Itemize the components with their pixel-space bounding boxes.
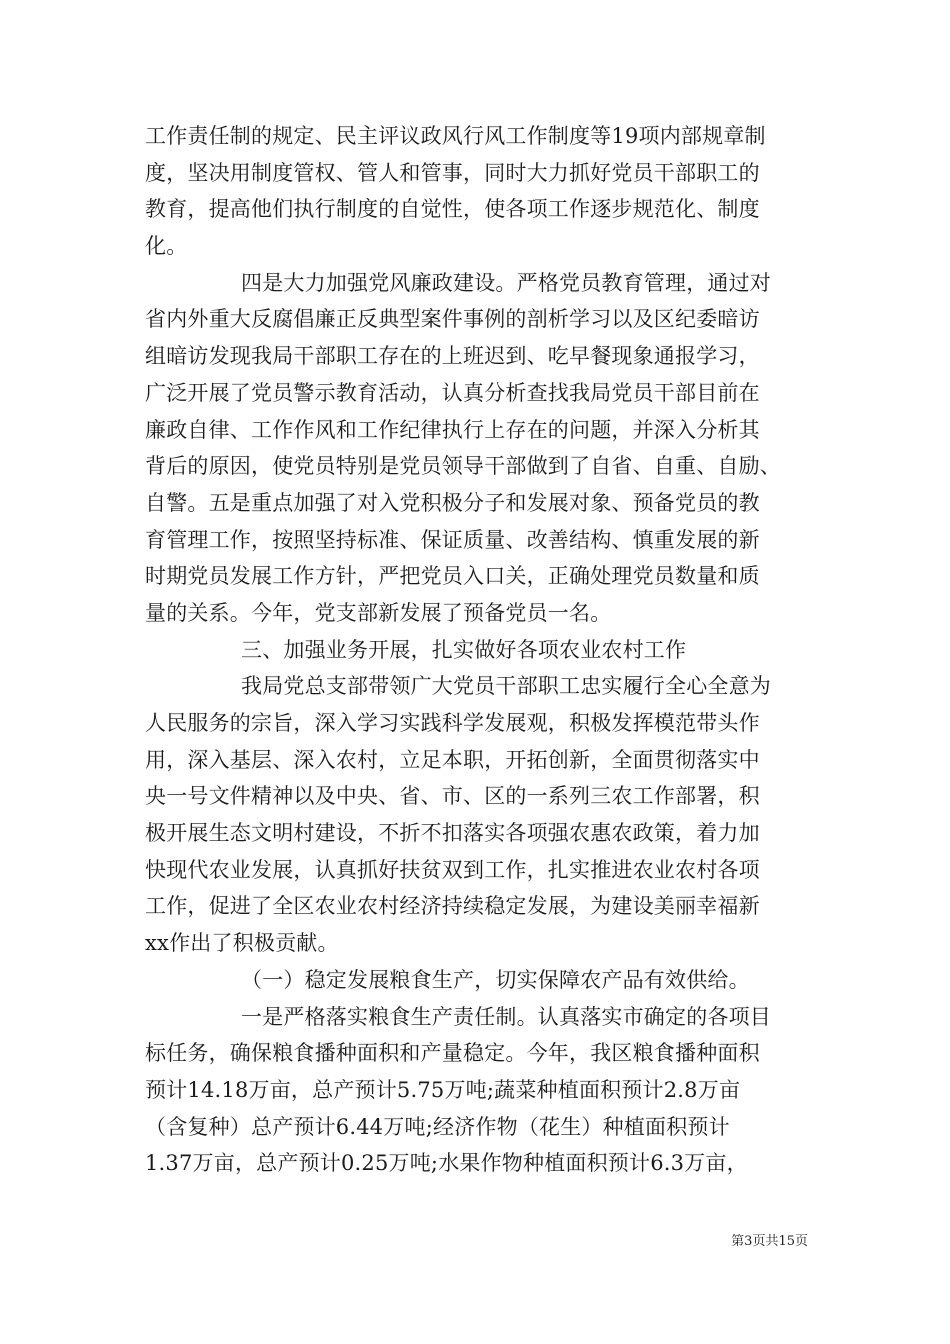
body-text-line: 广泛开展了党员警示教育活动，认真分析查找我局党员干部目前在 <box>145 380 760 405</box>
body-text-line: 组暗访发现我局干部职工存在的上班迟到、吃早餐现象通报学习， <box>145 344 760 369</box>
body-text-line: （含复种）总产预计6.44万吨;经济作物（花生）种植面积预计 <box>145 1114 730 1139</box>
body-text-line: 一是严格落实粮食生产责任制。认真落实市确定的各项目 <box>241 1004 771 1029</box>
body-text-line: 教育，提高他们执行制度的自觉性，使各项工作逐步规范化、制度 <box>145 197 760 222</box>
body-text-line: 四是大力加强党风廉政建设。严格党员教育管理，通过对 <box>241 270 771 295</box>
body-text-line: 央一号文件精神以及中央、省、市、区的一系列三农工作部署，积 <box>145 784 760 809</box>
body-text-line: 工作，促进了全区农业农村经济持续稳定发展，为建设美丽幸福新 <box>145 894 760 919</box>
body-text-line: （一）稳定发展粮食生产，切实保障农产品有效供给。 <box>241 967 750 992</box>
body-text-line: 廉政自律、工作作风和工作纪律执行上存在的问题，并深入分析其 <box>145 417 760 442</box>
body-text-line: 量的关系。今年，党支部新发展了预备党员一名。 <box>145 600 612 625</box>
body-text-line: 人民服务的宗旨，深入学习实践科学发展观，积极发挥模范带头作 <box>145 711 760 735</box>
body-text-line: 我局党总支部带领广大党员干部职工忠实履行全心全意为 <box>241 674 771 699</box>
body-text-line: 时期党员发展工作方针，严把党员入口关，正确处理党员数量和质 <box>145 564 760 589</box>
body-text-line: 三、加强业务开展，扎实做好各项农业农村工作 <box>241 637 687 662</box>
document-body <box>145 118 810 1182</box>
body-text-line: 极开展生态文明村建设，不折不扣落实各项强农惠农政策，着力加 <box>145 821 760 846</box>
body-text-line: 工作责任制的规定、民主评议政风行风工作制度等19项内部规章制 <box>145 124 766 148</box>
body-text-line: 背后的原因，使党员特别是党员领导干部做到了自省、自重、自励、 <box>145 454 781 479</box>
body-text-line: 用，深入基层、深入农村，立足本职，开拓创新，全面贯彻落实中 <box>145 747 760 772</box>
body-text-line: 度，坚决用制度管权、管人和管事，同时大力抓好党员干部职工的 <box>145 160 760 185</box>
page-footer: 第3页共15页 <box>731 1234 808 1249</box>
body-text-line: xx作出了积极贡献。 <box>145 931 339 956</box>
body-text-line: 育管理工作，按照坚持标准、保证质量、改善结构、慎重发展的新 <box>145 527 760 552</box>
body-text-line: 省内外重大反腐倡廉正反典型案件事例的剖析学习以及区纪委暗访 <box>145 307 760 332</box>
body-text-line: 自警。五是重点加强了对入党积极分子和发展对象、预备党员的教 <box>145 490 760 515</box>
body-text-line: 标任务，确保粮食播种面积和产量稳定。今年，我区粮食播种面积 <box>145 1041 760 1066</box>
body-text-line: 化。 <box>145 234 188 259</box>
body-text-line: 预计14.18万亩，总产预计5.75万吨;蔬菜种植面积预计2.8万亩 <box>145 1077 741 1102</box>
body-text-line: 快现代农业发展，认真抓好扶贫双到工作，扎实推进农业农村各项 <box>145 857 760 882</box>
body-text-line: 1.37万亩，总产预计0.25万吨;水果作物种植面积预计6.3万亩， <box>145 1151 748 1176</box>
